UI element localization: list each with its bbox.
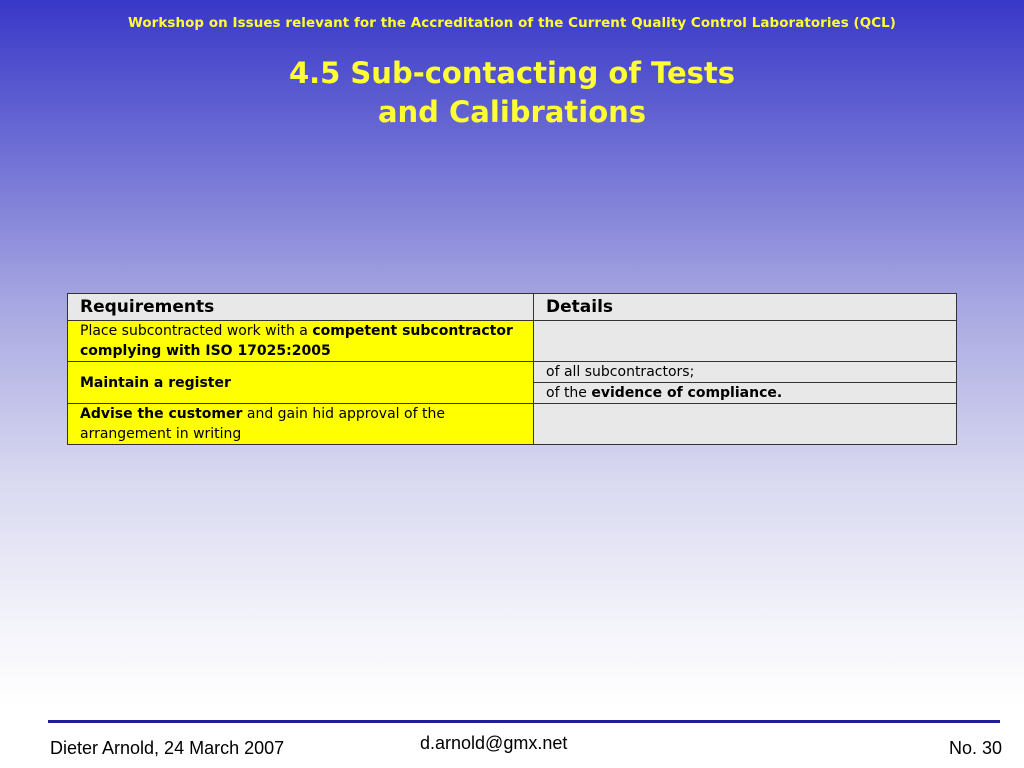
table-header-row (68, 294, 957, 321)
detail-cell: of all subcontractors; (534, 362, 957, 383)
requirements-table (67, 293, 957, 445)
workshop-header: Workshop on Issues relevant for the Accreditation of the Current Quality Control Laboratories (QCL) (127, 16, 897, 31)
detail-cell (534, 383, 957, 404)
requirement-emphasis: Maintain a register (80, 374, 231, 391)
footer-page-number: No. 30 (948, 738, 1002, 758)
detail-cell (534, 321, 957, 362)
header-requirements: Requirements (68, 294, 534, 321)
requirement-cell (68, 362, 534, 404)
requirement-cell (68, 321, 534, 362)
table-row (68, 321, 957, 362)
requirement-emphasis: Advise the customer (80, 406, 243, 422)
requirement-text: and gain hid approval of the arrangement in writing (80, 406, 445, 442)
detail-emphasis: evidence of compliance. (591, 384, 783, 401)
footer-author-date: Dieter Arnold, 24 March 2007 (50, 738, 285, 758)
requirement-emphasis: competent subcontractor complying with ISO 17025:2005 (80, 323, 513, 359)
slide-title (0, 54, 1024, 132)
requirement-cell (68, 404, 534, 445)
footer-email: d.arnold@gmx.net (420, 733, 568, 753)
table-row (68, 404, 957, 445)
detail-cell (534, 404, 957, 445)
table-row (68, 362, 957, 383)
requirement-text: Place subcontracted work with a (80, 323, 313, 339)
detail-text: of the (546, 384, 592, 401)
slide-title-line-1: 4.5 Sub-contacting of Tests (288, 56, 736, 90)
header-details: Details (534, 294, 957, 321)
footer-divider (48, 720, 1000, 723)
slide-title-line-2: and Calibrations (377, 95, 647, 129)
